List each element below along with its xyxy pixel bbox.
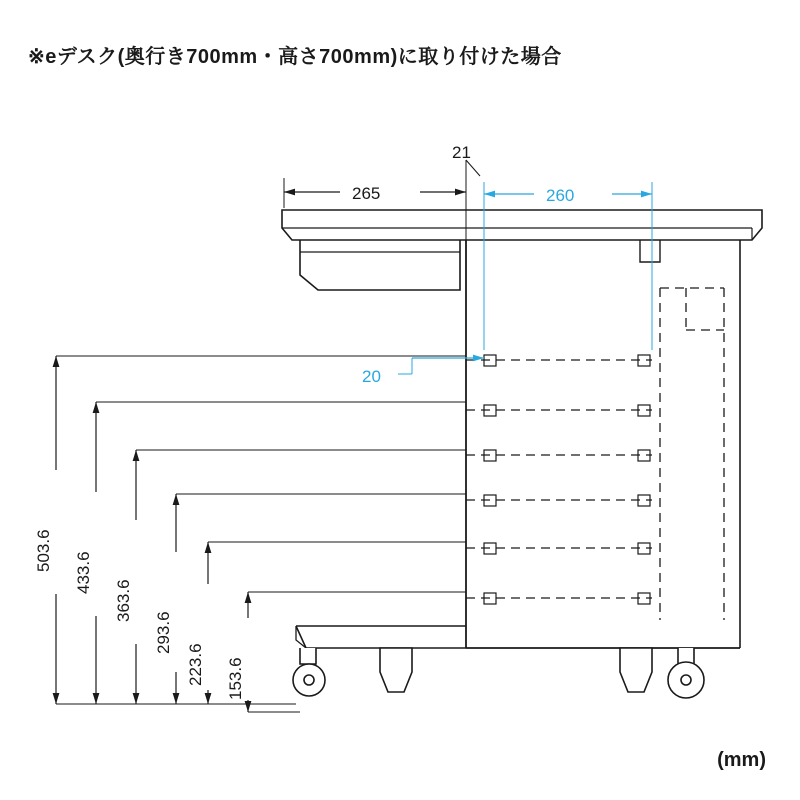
cabinet-drawers-hidden-lines [466, 288, 724, 620]
caster-front-right [668, 648, 704, 698]
dimension-503-6 [34, 356, 56, 704]
caster-glide-right [620, 648, 652, 692]
dimension-label-260: 260 [546, 186, 575, 205]
dimension-label-433-6: 433.6 [74, 551, 93, 594]
dimension-label-293-6: 293.6 [154, 611, 173, 654]
dimension-293-6 [154, 494, 176, 704]
keyboard-tray [300, 240, 460, 290]
unit-label: (mm) [717, 749, 766, 771]
dimension-label-265: 265 [352, 184, 381, 203]
base-frame [296, 626, 466, 648]
desk-top [282, 210, 762, 240]
caster-front-left [293, 648, 325, 696]
dimension-label-223-6: 223.6 [186, 643, 205, 686]
cabinet-body [466, 240, 740, 648]
dimension-label-21: 21 [452, 143, 471, 162]
dimension-label-153-6: 153.6 [226, 657, 245, 700]
dimension-label-363-6: 363.6 [114, 579, 133, 622]
dimension-260 [484, 182, 652, 350]
dimension-label-20: 20 [362, 367, 381, 386]
dimension-433-6 [74, 402, 96, 704]
drawer-slot-markers [484, 355, 650, 604]
caster-glide-left [380, 648, 412, 692]
dimension-223-6 [186, 542, 208, 704]
dimension-153-6 [226, 592, 300, 712]
dimension-label-503-6: 503.6 [34, 529, 53, 572]
page-title: ※eデスク(奥行き700mm・高さ700mm)に取り付けた場合 [28, 46, 562, 68]
